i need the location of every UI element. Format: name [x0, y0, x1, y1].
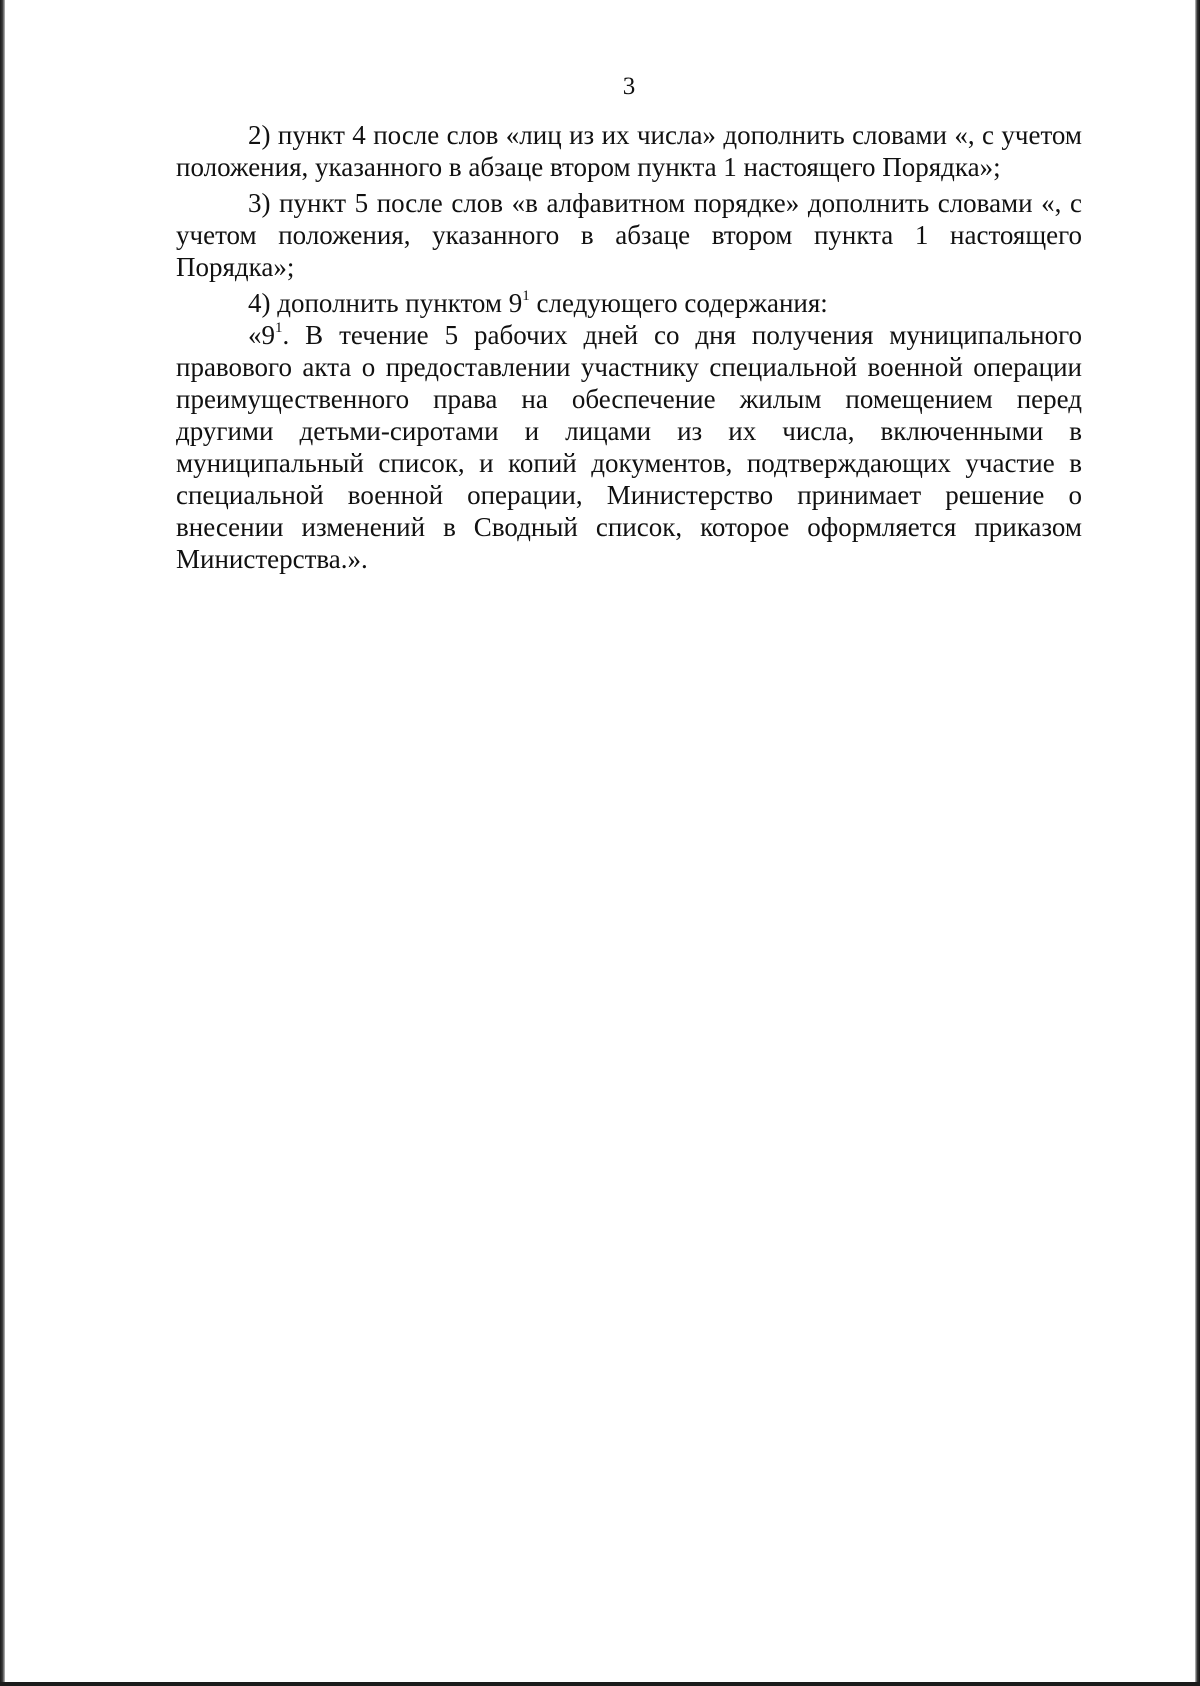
paragraph-new-point-prefix: «9 — [248, 320, 275, 350]
paragraph-new-point-text: . В течение 5 рабочих дней со дня получения муниципального правового акта о предоставлении участнику специальной военной операции преимущественного права на обеспечение жилым помещением перед другими детьми-сиротами и лицами из их числа, включенными в муниципальный список, и копий документов, подтверждающих участие в специальной военной операции, Министерство принимает решение о внесении изменений в Сводный список, которое оформляется приказом Министерства.». — [176, 320, 1082, 574]
paragraph-item-3: 3) пункт 5 после слов «в алфавитном порядке» дополнить словами «, с учетом положения, указанного в абзаце втором пункта 1 настоящего Порядка»; — [176, 188, 1082, 282]
document-body — [176, 119, 1082, 575]
paragraph-item-4 — [176, 287, 1082, 319]
paragraph-new-point-9-1 — [176, 319, 1082, 575]
scan-edge-bottom — [0, 1682, 1200, 1686]
paragraph-new-point-superscript: 1 — [275, 320, 283, 336]
page-number: 3 — [622, 73, 636, 100]
paragraph-item-4-suffix: следующего содержания: — [529, 288, 828, 318]
paragraph-item-4-prefix: 4) дополнить пунктом 9 — [248, 288, 523, 318]
paragraph-item-4-superscript: 1 — [522, 288, 530, 304]
scan-edge-left — [0, 0, 5, 1686]
scan-edge-right — [1195, 0, 1200, 1686]
paragraph-item-2: 2) пункт 4 после слов «лиц из их числа» дополнить словами «, с учетом положения, указанного в абзаце втором пункта 1 настоящего Порядка»; — [176, 120, 1082, 182]
